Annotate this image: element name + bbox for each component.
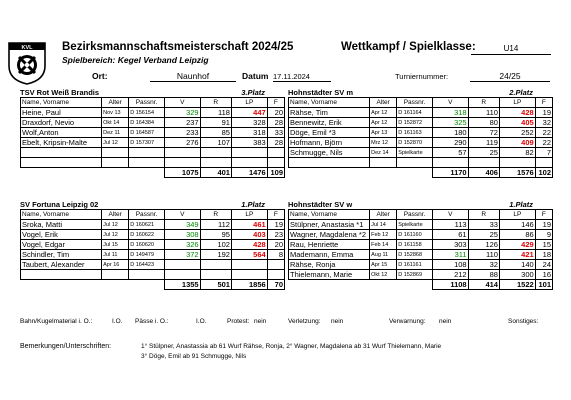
table-header-row <box>289 98 553 108</box>
page-title: Bezirksmannschaftsmeisterschaft 2024/25 <box>62 41 294 53</box>
player-fehler: 20 <box>267 240 284 250</box>
player-passnr: D 157307 <box>129 138 165 148</box>
player-age: Feb 12 <box>370 230 397 240</box>
player-name: Schindler, Tim <box>21 250 102 260</box>
column-header-alter: Alter <box>102 210 129 220</box>
ort-value: Naunhof <box>150 71 236 82</box>
competition-value: U14 <box>471 44 551 55</box>
player-passnr: D 152869 <box>397 270 433 280</box>
team-place: 1.Platz <box>241 200 265 209</box>
player-volle: 276 <box>164 138 200 148</box>
total-lp: 1576 <box>499 168 535 178</box>
player-passnr <box>129 148 165 158</box>
player-raeumen: 110 <box>468 250 499 260</box>
player-age: Apr 16 <box>102 260 129 270</box>
team-block <box>20 200 285 290</box>
column-header-f: F <box>267 210 284 220</box>
total-volle: 1355 <box>164 280 200 290</box>
player-fehler: 33 <box>267 128 284 138</box>
player-fehler: 9 <box>535 230 552 240</box>
team-block <box>20 88 285 178</box>
player-raeumen: 126 <box>468 240 499 250</box>
total-fehler: 70 <box>267 280 284 290</box>
player-name: Rähse, Tim <box>289 108 370 118</box>
player-volle: 180 <box>432 128 468 138</box>
player-passnr: D 164423 <box>129 260 165 270</box>
table-row <box>21 250 285 260</box>
column-header-v: V <box>164 210 200 220</box>
player-age: Jul 14 <box>370 220 397 230</box>
player-name: Mademann, Emma <box>289 250 370 260</box>
player-raeumen: 192 <box>200 250 231 260</box>
column-header-f: F <box>267 98 284 108</box>
team-table <box>20 209 285 290</box>
verletzung-value: nein <box>331 318 344 325</box>
player-name <box>21 148 102 158</box>
column-header-name: Name, Vorname <box>289 210 370 220</box>
column-header-alter: Alter <box>370 210 397 220</box>
column-header-lp: LP <box>499 210 535 220</box>
player-lp: 564 <box>231 250 267 260</box>
player-name: Vogel, Edgar <box>21 240 102 250</box>
logo-text: KVL <box>21 45 33 51</box>
total-volle: 1108 <box>432 280 468 290</box>
player-age: Dez 11 <box>102 128 129 138</box>
player-lp: 447 <box>231 108 267 118</box>
player-volle: 113 <box>432 220 468 230</box>
player-age: Apr 15 <box>370 260 397 270</box>
player-fehler: 8 <box>267 250 284 260</box>
table-header-row <box>289 210 553 220</box>
total-raeumen: 406 <box>468 168 499 178</box>
player-raeumen: 119 <box>468 138 499 148</box>
player-volle: 237 <box>164 118 200 128</box>
bahn-label: Bahn/Kugelmaterial i. O.: <box>20 318 93 325</box>
table-row <box>289 148 553 158</box>
column-header-alter: Alter <box>370 98 397 108</box>
verletzung-label: Verletzung: <box>288 318 321 325</box>
paesse-value: I.O. <box>196 318 207 325</box>
player-age: Jul 15 <box>102 240 129 250</box>
player-lp: 405 <box>499 118 535 128</box>
table-row <box>21 108 285 118</box>
column-header-r: R <box>200 98 231 108</box>
table-row-empty <box>21 158 285 168</box>
player-name: Rähse, Ronja <box>289 260 370 270</box>
player-age: Jul 12 <box>102 138 129 148</box>
player-raeumen: 102 <box>200 240 231 250</box>
player-raeumen: 110 <box>468 108 499 118</box>
player-passnr: D 164384 <box>129 118 165 128</box>
datum-value: 17.11.2024 <box>273 72 331 82</box>
player-fehler <box>267 260 284 270</box>
player-volle: 290 <box>432 138 468 148</box>
column-header-r: R <box>468 210 499 220</box>
player-fehler: 19 <box>267 220 284 230</box>
totals-row <box>21 280 285 290</box>
team-block <box>288 200 553 290</box>
table-row <box>289 138 553 148</box>
page-subtitle: Spielbereich: Kegel Verband Leipzig <box>62 55 209 65</box>
player-lp: 403 <box>231 230 267 240</box>
column-header-passnr: Passnr. <box>129 98 165 108</box>
player-raeumen: 85 <box>200 128 231 138</box>
player-lp: 82 <box>499 148 535 158</box>
player-fehler: 23 <box>267 230 284 240</box>
protest-label: Protest: <box>227 318 250 325</box>
player-fehler: 24 <box>535 260 552 270</box>
player-name: Sroka, Matti <box>21 220 102 230</box>
player-lp: 421 <box>499 250 535 260</box>
player-lp <box>231 148 267 158</box>
competition-label: Wettkampf / Spielklasse: <box>341 41 476 53</box>
player-age: Okt 14 <box>102 118 129 128</box>
player-lp <box>231 260 267 270</box>
team-place: 1.Platz <box>509 200 533 209</box>
player-volle: 233 <box>164 128 200 138</box>
player-passnr: D 161160 <box>397 230 433 240</box>
table-row <box>21 118 285 128</box>
player-lp: 300 <box>499 270 535 280</box>
bahn-value: I.O. <box>112 318 123 325</box>
player-age: Aug 11 <box>370 250 397 260</box>
player-passnr: D 160620 <box>129 240 165 250</box>
protest-value: nein <box>254 318 267 325</box>
player-passnr: D 161158 <box>397 240 433 250</box>
player-passnr: Spielkarte <box>397 220 433 230</box>
player-lp: 318 <box>231 128 267 138</box>
player-age: Apr 12 <box>370 118 397 128</box>
remarks-label: Bemerkungen/Unterschriften: <box>20 343 112 350</box>
column-header-passnr: Passnr. <box>129 210 165 220</box>
team-name: Hohnstädter SV w <box>288 200 353 209</box>
table-header-row <box>21 98 285 108</box>
totals-row <box>289 168 553 178</box>
player-fehler: 19 <box>535 108 552 118</box>
player-volle: 308 <box>164 230 200 240</box>
player-fehler: 28 <box>267 118 284 128</box>
table-row <box>21 240 285 250</box>
column-header-lp: LP <box>499 98 535 108</box>
table-row <box>289 220 553 230</box>
player-raeumen: 32 <box>468 260 499 270</box>
table-row <box>21 138 285 148</box>
player-age: Nov 13 <box>102 108 129 118</box>
sonstiges-label: Sonstiges: <box>508 318 539 325</box>
player-fehler: 28 <box>267 138 284 148</box>
player-fehler: 16 <box>535 270 552 280</box>
player-volle: 329 <box>164 108 200 118</box>
player-passnr: D 152868 <box>397 250 433 260</box>
player-fehler: 18 <box>535 250 552 260</box>
player-name: Stülpner, Anastasia *1 <box>289 220 370 230</box>
column-header-name: Name, Vorname <box>21 98 102 108</box>
player-passnr: D 161163 <box>397 128 433 138</box>
player-passnr: Spielkarte <box>397 148 433 158</box>
player-volle: 212 <box>432 270 468 280</box>
player-name: Döge, Emil *3 <box>289 128 370 138</box>
player-raeumen: 112 <box>200 220 231 230</box>
table-row <box>21 230 285 240</box>
player-lp: 140 <box>499 260 535 270</box>
player-raeumen: 80 <box>468 118 499 128</box>
player-name: Hofmann, Björn <box>289 138 370 148</box>
player-age: Okt 12 <box>370 270 397 280</box>
turnier-label: Turniernummer: <box>395 72 449 81</box>
paesse-label: Pässe i. O.: <box>135 318 169 325</box>
player-lp: 428 <box>231 240 267 250</box>
column-header-name: Name, Vorname <box>289 98 370 108</box>
player-raeumen <box>200 148 231 158</box>
player-name: Vogel, Erik <box>21 230 102 240</box>
player-fehler: 22 <box>535 138 552 148</box>
table-row <box>289 240 553 250</box>
player-passnr: D 152870 <box>397 138 433 148</box>
player-passnr: D 161164 <box>397 108 433 118</box>
player-fehler: 32 <box>535 118 552 128</box>
player-lp: 428 <box>499 108 535 118</box>
player-fehler <box>267 148 284 158</box>
player-volle: 318 <box>432 108 468 118</box>
player-volle: 311 <box>432 250 468 260</box>
player-lp: 409 <box>499 138 535 148</box>
player-passnr: D 164587 <box>129 128 165 138</box>
remark-line-2: 3° Döge, Emil ab 91 Schmugge, Nils <box>141 353 247 360</box>
player-lp: 328 <box>231 118 267 128</box>
player-volle: 349 <box>164 220 200 230</box>
table-row <box>21 128 285 138</box>
verwarnung-value: nein <box>439 318 452 325</box>
team-place: 2.Platz <box>509 88 533 97</box>
column-header-passnr: Passnr. <box>397 210 433 220</box>
total-fehler: 101 <box>535 280 552 290</box>
team-table <box>20 97 285 178</box>
player-lp: 252 <box>499 128 535 138</box>
player-age: Mrz 12 <box>370 138 397 148</box>
player-passnr: D 149479 <box>129 250 165 260</box>
total-fehler: 109 <box>267 168 284 178</box>
player-volle: 108 <box>432 260 468 270</box>
table-row <box>289 270 553 280</box>
player-age: Dez 14 <box>370 148 397 158</box>
team-table <box>288 209 553 290</box>
table-row <box>289 260 553 270</box>
total-raeumen: 414 <box>468 280 499 290</box>
player-age: Jul 11 <box>102 250 129 260</box>
player-name: Schmugge, Nils <box>289 148 370 158</box>
player-volle: 57 <box>432 148 468 158</box>
column-header-lp: LP <box>231 210 267 220</box>
table-row <box>289 118 553 128</box>
player-raeumen: 33 <box>468 220 499 230</box>
remark-line-1: 1° Stülpner, Anastassia ab 61 Wurf Rähse, Ronja, 2° Wagner, Magdalena ab 31 Wurf Thielemann, Marie <box>141 343 442 350</box>
player-lp: 146 <box>499 220 535 230</box>
table-row <box>289 250 553 260</box>
verwarnung-label: Verwarnung: <box>389 318 426 325</box>
totals-row <box>289 280 553 290</box>
column-header-v: V <box>432 98 468 108</box>
team-name: TSV Rot Weiß Brandis <box>20 88 100 97</box>
player-fehler: 19 <box>535 220 552 230</box>
table-row <box>21 220 285 230</box>
player-passnr: D 161161 <box>397 260 433 270</box>
player-age: Feb 14 <box>370 240 397 250</box>
player-raeumen: 95 <box>200 230 231 240</box>
player-name: Bennewitz, Erik <box>289 118 370 128</box>
player-raeumen: 107 <box>200 138 231 148</box>
player-fehler: 22 <box>535 128 552 138</box>
column-header-name: Name, Vorname <box>21 210 102 220</box>
player-age: Apr 13 <box>370 128 397 138</box>
player-raeumen: 25 <box>468 230 499 240</box>
player-lp: 429 <box>499 240 535 250</box>
player-passnr: D 160622 <box>129 230 165 240</box>
team-name: SV Fortuna Leipzig 02 <box>20 200 99 209</box>
total-volle: 1170 <box>432 168 468 178</box>
player-passnr: D 152872 <box>397 118 433 128</box>
table-row <box>289 230 553 240</box>
player-fehler: 15 <box>535 240 552 250</box>
player-name: Draxdorf, Nevio <box>21 118 102 128</box>
total-lp: 1476 <box>231 168 267 178</box>
table-row <box>289 108 553 118</box>
player-raeumen: 118 <box>200 108 231 118</box>
column-header-lp: LP <box>231 98 267 108</box>
column-header-f: F <box>535 210 552 220</box>
total-lp: 1856 <box>231 280 267 290</box>
table-row <box>289 128 553 138</box>
player-raeumen: 88 <box>468 270 499 280</box>
team-block <box>288 88 553 178</box>
column-header-v: V <box>432 210 468 220</box>
player-name: Thielemann, Marie <box>289 270 370 280</box>
player-volle: 372 <box>164 250 200 260</box>
player-lp: 461 <box>231 220 267 230</box>
player-volle: 325 <box>432 118 468 128</box>
team-place: 3.Platz <box>241 88 265 97</box>
player-volle <box>164 260 200 270</box>
total-raeumen: 501 <box>200 280 231 290</box>
player-volle: 61 <box>432 230 468 240</box>
ort-label: Ort: <box>92 71 108 81</box>
player-raeumen: 72 <box>468 128 499 138</box>
player-lp: 86 <box>499 230 535 240</box>
table-header-row <box>21 210 285 220</box>
player-raeumen: 91 <box>200 118 231 128</box>
player-name: Wolf,Anton <box>21 128 102 138</box>
column-header-r: R <box>468 98 499 108</box>
player-volle: 326 <box>164 240 200 250</box>
column-header-r: R <box>200 210 231 220</box>
total-fehler: 102 <box>535 168 552 178</box>
player-age: Apr 12 <box>370 108 397 118</box>
player-age: Jul 12 <box>102 220 129 230</box>
player-fehler: 20 <box>267 108 284 118</box>
total-raeumen: 401 <box>200 168 231 178</box>
player-name: Ebelt, Kripsin-Malte <box>21 138 102 148</box>
player-name: Taubert, Alexander <box>21 260 102 270</box>
player-raeumen <box>200 260 231 270</box>
column-header-f: F <box>535 98 552 108</box>
table-row-empty <box>21 270 285 280</box>
player-age: Jul 12 <box>102 230 129 240</box>
verband-logo <box>6 40 48 86</box>
player-raeumen: 25 <box>468 148 499 158</box>
table-row <box>21 148 285 158</box>
player-volle <box>164 148 200 158</box>
player-passnr: D 160621 <box>129 220 165 230</box>
table-row-empty <box>289 158 553 168</box>
player-name: Heine, Paul <box>21 108 102 118</box>
column-header-alter: Alter <box>102 98 129 108</box>
column-header-passnr: Passnr. <box>397 98 433 108</box>
team-table <box>288 97 553 178</box>
column-header-v: V <box>164 98 200 108</box>
datum-label: Datum <box>242 71 269 81</box>
total-volle: 1075 <box>164 168 200 178</box>
player-volle: 303 <box>432 240 468 250</box>
totals-row <box>21 168 285 178</box>
total-lp: 1522 <box>499 280 535 290</box>
table-row <box>21 260 285 270</box>
player-age <box>102 148 129 158</box>
player-fehler: 7 <box>535 148 552 158</box>
player-lp: 383 <box>231 138 267 148</box>
player-name: Wagner, Magdalena *2 <box>289 230 370 240</box>
player-passnr: D 156154 <box>129 108 165 118</box>
team-name: Hohnstädter SV m <box>288 88 354 97</box>
player-name: Rau, Henriette <box>289 240 370 250</box>
turnier-value: 24/25 <box>470 71 550 82</box>
